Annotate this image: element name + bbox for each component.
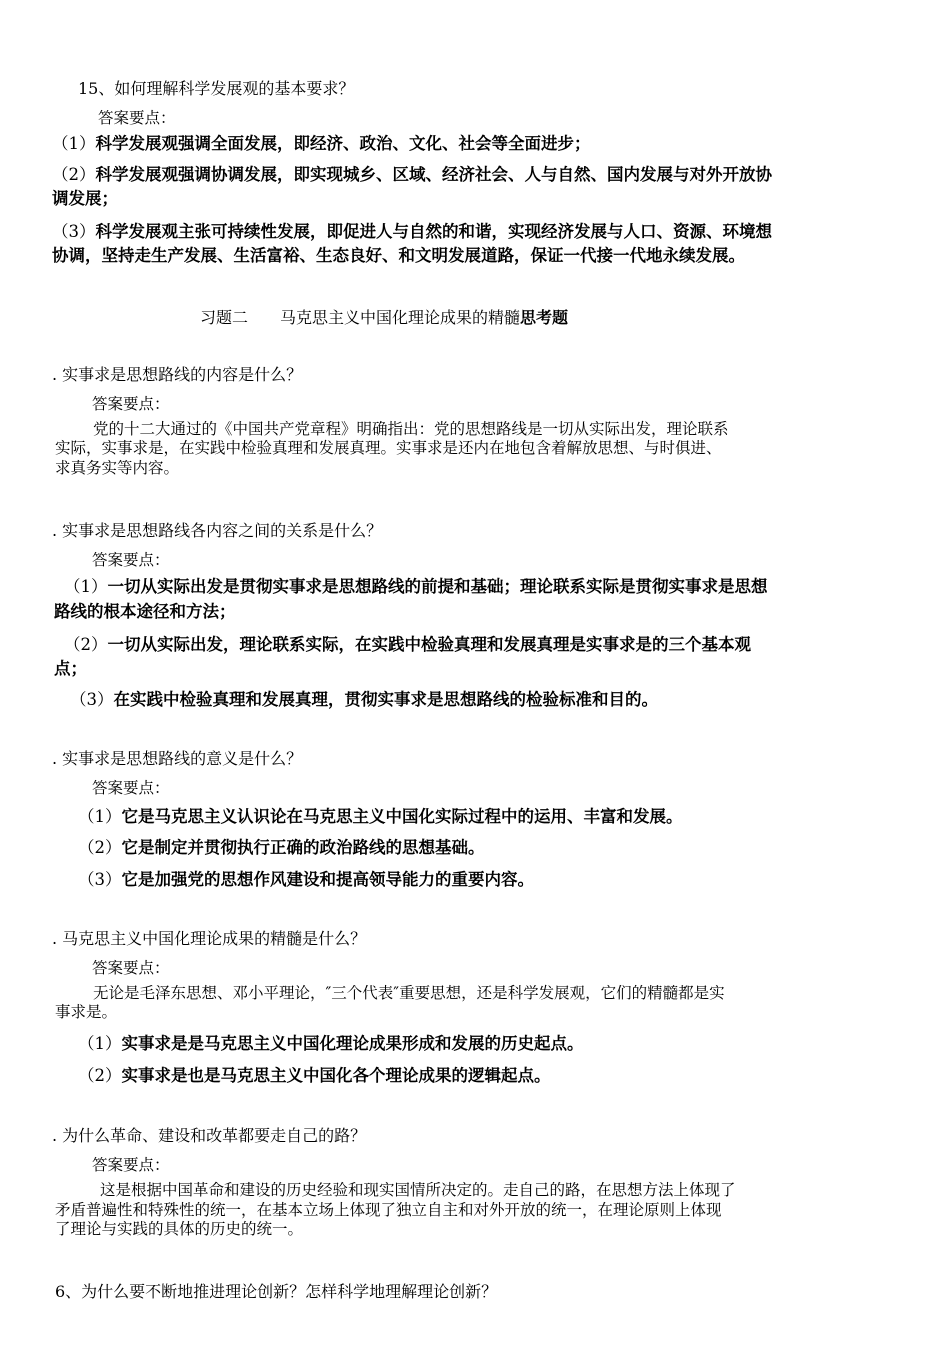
- point-number: （3）: [70, 690, 114, 709]
- answer-point: [78, 1064, 551, 1088]
- point-text: 科学发展观强调协调发展，即实现城乡、区域、经济社会、人与自然、国内发展与对外开放协: [95, 165, 772, 184]
- answer-paragraph-line: 这是根据中国革命和建设的历史经验和现实国情所决定的。走自己的路，在思想方法上体现了: [100, 1181, 736, 1199]
- answer-point: [64, 633, 751, 657]
- answer-paragraph-line: 党的十二大通过的《中国共产党章程》明确指出：党的思想路线是一切从实际出发，理论联系: [93, 420, 729, 438]
- question-4: . 马克思主义中国化理论成果的精髓是什么？: [52, 929, 367, 948]
- point-text: 科学发展观主张可持续性发展，即促进人与自然的和谐，实现经济发展与人口、资源、环境想: [95, 222, 772, 241]
- point-number: （2）: [78, 1066, 122, 1085]
- point-number: （2）: [64, 635, 108, 654]
- answer-point: [78, 805, 683, 829]
- point-number: （1）: [64, 577, 108, 596]
- answer-point: [78, 868, 534, 892]
- question-2: . 实事求是思想路线各内容之间的关系是什么？: [52, 521, 383, 540]
- answer-paragraph-line: 无论是毛泽东思想、邓小平理论，″三个代表″重要思想，还是科学发展观，它们的精髓都是实: [93, 984, 725, 1002]
- point-text: 一切从实际出发是贯彻实事求是思想路线的前提和基础；理论联系实际是贯彻实事求是思想: [107, 577, 768, 596]
- answer-paragraph-line: 矛盾普遍性和特殊性的统一，在基本立场上体现了独立自主和对外开放的统一，在理论原则上体现: [55, 1201, 722, 1219]
- point-number: （3）: [78, 870, 122, 889]
- point-number: （1）: [52, 134, 96, 153]
- point-text: 科学发展观强调全面发展，即经济、政治、文化、社会等全面进步；: [95, 134, 591, 153]
- question-1: . 实事求是思想路线的内容是什么？: [52, 365, 303, 384]
- answer-label: 答案要点：: [92, 1156, 170, 1174]
- answer-point: [52, 220, 772, 244]
- point-number: （1）: [78, 807, 122, 826]
- section-title-prefix: 习题二: [200, 308, 249, 327]
- answer-point: [78, 836, 485, 860]
- point-continuation: 协调，坚持走生产发展、生活富裕、生态良好、和文明发展道路，保证一代接一代地永续发展。: [52, 246, 745, 265]
- question-5: . 为什么革命、建设和改革都要走自己的路？: [52, 1126, 367, 1145]
- question-6: 6、为什么要不断地推进理论创新？怎样科学地理解理论创新？: [55, 1282, 498, 1301]
- point-continuation: 点；: [54, 659, 87, 678]
- answer-point: [78, 1032, 584, 1056]
- point-number: （2）: [78, 838, 122, 857]
- answer-paragraph-line: 事求是。: [55, 1003, 118, 1021]
- point-number: （3）: [52, 222, 96, 241]
- answer-label: 答案要点：: [98, 109, 176, 127]
- section-title-bold: 思考题: [520, 308, 569, 327]
- question-15: 15、如何理解科学发展观的基本要求？: [78, 79, 355, 98]
- point-text: 在实践中检验真理和发展真理，贯彻实事求是思想路线的检验标准和目的。: [113, 690, 658, 709]
- point-continuation: 调发展；: [52, 189, 118, 208]
- answer-paragraph-line: 求真务实等内容。: [55, 459, 180, 477]
- answer-point: [52, 163, 772, 187]
- point-text: 一切从实际出发，理论联系实际，在实践中检验真理和发展真理是实事求是的三个基本观: [107, 635, 751, 654]
- answer-paragraph-line: 了理论与实践的具体的历史的统一。: [55, 1220, 304, 1238]
- answer-label: 答案要点：: [92, 779, 170, 797]
- answer-point: [52, 132, 591, 156]
- answer-point: [64, 575, 768, 599]
- point-continuation: 路线的根本途径和方法；: [54, 602, 236, 621]
- answer-point: [70, 688, 658, 712]
- section-title-main: 马克思主义中国化理论成果的精髓: [280, 308, 521, 327]
- answer-label: 答案要点：: [92, 959, 170, 977]
- section-title: [200, 305, 568, 328]
- point-number: （1）: [78, 1034, 122, 1053]
- point-number: （2）: [52, 165, 96, 184]
- point-text: 实事求是是马克思主义中国化理论成果形成和发展的历史起点。: [121, 1034, 584, 1053]
- point-text: 它是制定并贯彻执行正确的政治路线的思想基础。: [121, 838, 485, 857]
- answer-paragraph-line: 实际，实事求是，在实践中检验真理和发展真理。实事求是还内在地包含着解放思想、与时俱进、: [55, 439, 722, 457]
- point-text: 它是马克思主义认识论在马克思主义中国化实际过程中的运用、丰富和发展。: [121, 807, 683, 826]
- question-3: . 实事求是思想路线的意义是什么？: [52, 749, 303, 768]
- answer-label: 答案要点：: [92, 551, 170, 569]
- point-text: 它是加强党的思想作风建设和提高领导能力的重要内容。: [121, 870, 534, 889]
- answer-label: 答案要点：: [92, 395, 170, 413]
- point-text: 实事求是也是马克思主义中国化各个理论成果的逻辑起点。: [121, 1066, 551, 1085]
